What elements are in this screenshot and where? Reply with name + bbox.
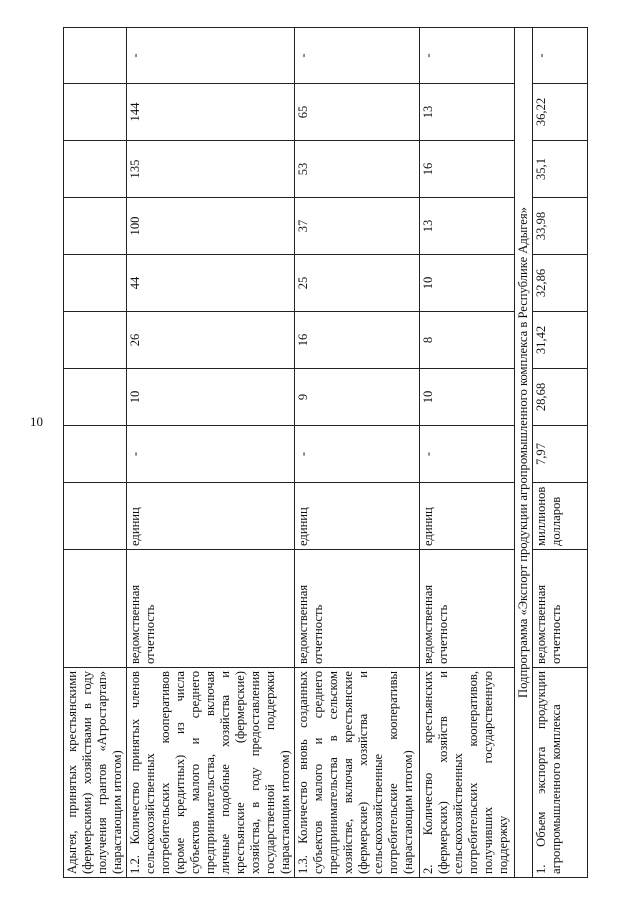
value-cell — [64, 84, 127, 141]
source-cell — [64, 550, 127, 668]
unit-cell: единиц — [127, 483, 295, 550]
table-row — [127, 28, 295, 878]
value-cell — [64, 255, 127, 312]
value-cell: 10 — [127, 369, 295, 426]
source-cell: ведомственная отчетность — [295, 550, 420, 668]
source-cell: ведомственная отчетность — [533, 550, 588, 668]
value-cell — [64, 141, 127, 198]
source-cell: ведомственная отчетность — [127, 550, 295, 668]
value-cell: 100 — [127, 198, 295, 255]
unit-cell: единиц — [295, 483, 420, 550]
indicators-table — [63, 27, 588, 878]
table-row — [295, 28, 420, 878]
indicator-cell: Адыгея, принятых крестьянскими (фермерскими) хозяйствами в году получения грантов «Агростартап» (нарастающим итогом) — [64, 668, 127, 878]
value-cell: 13 — [420, 198, 515, 255]
indicator-cell: 1.3. Количество вновь созданных субъектов малого и среднего предпринимательства в сельском хозяйстве, включая крестьянские (фермерские) хозяйства и сельскохозяйственные потребительские кооперативы (нарастающим итогом) — [295, 668, 420, 878]
value-cell: 9 — [295, 369, 420, 426]
value-cell: - — [420, 28, 515, 84]
value-cell — [64, 312, 127, 369]
value-cell: 31,42 — [533, 312, 588, 369]
unit-cell: единиц — [420, 483, 515, 550]
value-cell — [64, 369, 127, 426]
value-cell: 10 — [420, 369, 515, 426]
indicator-cell: 1.2. Количество принятых членов сельскохозяйственных потребительских кооперативов (кроме кредитных) из числа субъектов малого и среднего предпринимательства, включая личные подобные хозяйства и крестьянские (фермерские) хозяйства, в году предоставления государственной поддержки (нарастающим итогом) — [127, 668, 295, 878]
value-cell: 16 — [420, 141, 515, 198]
value-cell: 33,98 — [533, 198, 588, 255]
unit-cell: миллионов долларов — [533, 483, 588, 550]
value-cell: 65 — [295, 84, 420, 141]
table-row — [420, 28, 515, 878]
value-cell: 32,86 — [533, 255, 588, 312]
value-cell: - — [420, 426, 515, 483]
value-cell: 26 — [127, 312, 295, 369]
value-cell: - — [295, 28, 420, 84]
value-cell: 135 — [127, 141, 295, 198]
table-row — [533, 28, 588, 878]
table-row — [64, 28, 127, 878]
value-cell: 10 — [420, 255, 515, 312]
value-cell: 28,68 — [533, 369, 588, 426]
value-cell: 53 — [295, 141, 420, 198]
value-cell: 44 — [127, 255, 295, 312]
unit-cell — [64, 483, 127, 550]
value-cell: - — [295, 426, 420, 483]
value-cell: - — [127, 426, 295, 483]
value-cell: - — [533, 28, 588, 84]
value-cell: 7,97 — [533, 426, 588, 483]
subprogram-title: Подпрограмма «Экспорт продукции агропромышленного комплекса в Республике Адыгея» — [515, 28, 533, 878]
source-cell: ведомственная отчетность — [420, 550, 515, 668]
subprogram-row — [515, 28, 533, 878]
value-cell: 144 — [127, 84, 295, 141]
value-cell: 8 — [420, 312, 515, 369]
indicator-cell: 2. Количество крестьянских (фермерских) хозяйств и сельскохозяйственных потребительских кооперативов, получивших государственную поддержку — [420, 668, 515, 878]
value-cell: 37 — [295, 198, 420, 255]
value-cell — [64, 426, 127, 483]
value-cell: 36,22 — [533, 84, 588, 141]
rotated-table-page — [63, 28, 590, 878]
value-cell: 25 — [295, 255, 420, 312]
page-number: 10 — [30, 414, 43, 429]
value-cell — [64, 28, 127, 84]
value-cell: 13 — [420, 84, 515, 141]
indicator-cell: 1. Объем экспорта продукции агропромышленного комплекса — [533, 668, 588, 878]
value-cell — [64, 198, 127, 255]
value-cell: 35,1 — [533, 141, 588, 198]
value-cell: 16 — [295, 312, 420, 369]
value-cell: - — [127, 28, 295, 84]
